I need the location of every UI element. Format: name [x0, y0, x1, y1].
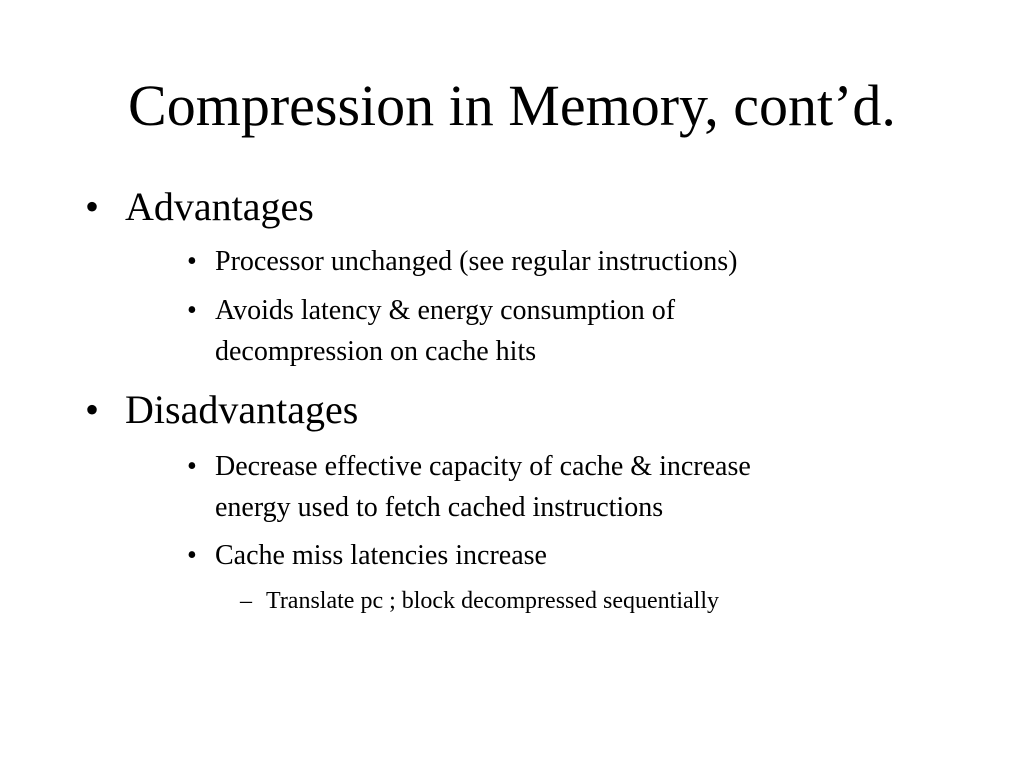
dash-glyph: – — [240, 588, 252, 614]
subbullet-line: energy used to fetch cached instructions — [215, 492, 664, 523]
bullet-advantages-label: Advantages — [125, 184, 314, 229]
bullet-glyph: • — [187, 246, 197, 277]
bullet-glyph: • — [85, 387, 100, 432]
bullet-glyph: • — [187, 540, 197, 571]
bullet-glyph: • — [85, 184, 100, 229]
bullet-disadvantages — [85, 387, 359, 433]
subbullet-decrease-capacity — [187, 446, 751, 528]
subbullet-line: Avoids latency & energy consumption of — [215, 295, 676, 326]
bullet-disadvantages-label: Disadvantages — [125, 387, 359, 432]
subbullet-line: Processor unchanged (see regular instructions) — [215, 246, 738, 277]
subbullet-line: Decrease effective capacity of cache & increase — [215, 451, 751, 482]
subbullet-avoids-latency — [187, 290, 676, 372]
subbullet-line: Cache miss latencies increase — [215, 540, 547, 571]
bullet-glyph: • — [187, 451, 197, 482]
bullet-advantages — [85, 184, 314, 230]
subbullet-processor-unchanged — [187, 241, 738, 282]
subbullet-cache-miss — [187, 535, 547, 576]
slide-title: Compression in Memory, cont’d. — [128, 73, 896, 138]
subsubbullet-text: Translate pc ; block decompressed sequentially — [266, 588, 719, 614]
bullet-glyph: • — [187, 295, 197, 326]
subsubbullet-translate-pc — [240, 586, 719, 616]
subbullet-line: decompression on cache hits — [215, 336, 537, 367]
